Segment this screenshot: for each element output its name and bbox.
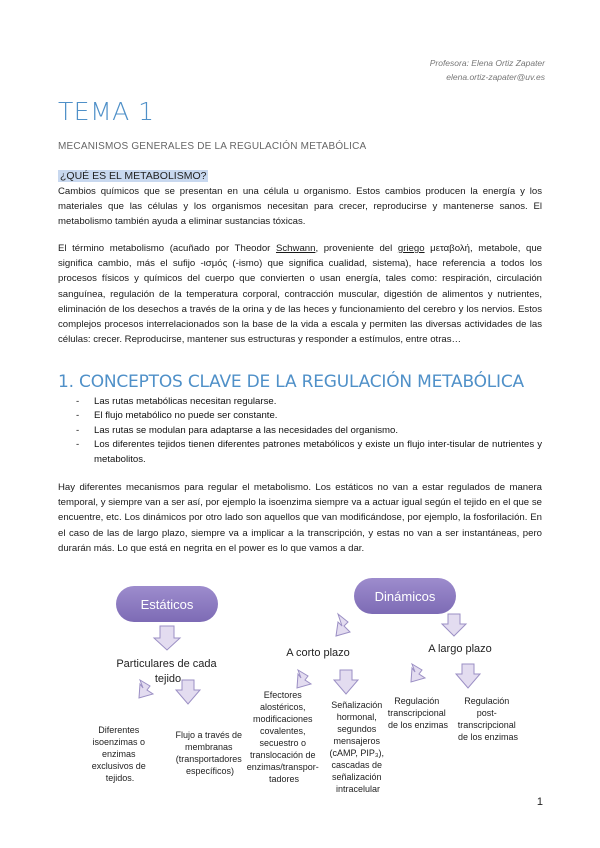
estaticos-node	[116, 586, 218, 622]
paragraph-mechanisms: Hay diferentes mecanismos para regular el metabolismo. Los estáticos no van a estar regulados de manera temporal, y siempre van a ser así, por ejemplo la isoenzima siempre va a actuar igual según el tejido en el que se encuentre, etc. Los dinámicos por otro lado son aquellos que van modificándose, por ejemplo, la fosforilación. En el caso de las de largo plazo, siempre va a implicar a la transcripción, y estas no van a ser instantáneas, pero durarán más. Lo que está en negrita en el power es lo que vamos a dar.	[58, 482, 542, 554]
dinamicos-node	[354, 578, 456, 614]
efectores-node: Efectores alostéricos, modificaciones covalentes, secuestro o translocación de enzimas/transpor- tadores	[246, 690, 319, 784]
bullet-dash: -	[76, 439, 80, 451]
arrow-down-icon	[442, 614, 466, 636]
regulacion-transcripcional-node: Regulación transcripcional de los enzimas	[387, 696, 449, 730]
bullet-dash: -	[76, 410, 80, 422]
list-item-text: Las rutas metabólicas necesitan regularse.	[94, 396, 277, 407]
bullet-dash: -	[76, 424, 80, 436]
list-item	[76, 409, 542, 423]
key-concepts-list	[76, 395, 542, 467]
tema-title: TEMA 1	[58, 97, 155, 126]
paragraph-text-c: μεταβολή, metabole, que significa cambio, más el sufijo -ισμός (-ismo) que significa cualidad, sistema), hace referencia a todos los procesos físicos y químicos del cuerpo que convierten o usan energía, tales como: respiración, circulación sanguínea, regulación de la temperatura corporal, contracción muscular, digestión de alimentos y nutrientes, eliminación de los desechos a través de la orina y de las heces y funcionamiento del cerebro y los nervios. Estos complejos procesos interrelacionados son la base de la vida a escala y permiten las diversas actividades de las células: crecer. Reproducirse, mantener sus estructuras y responder a estímulos, entre otras…	[58, 243, 542, 346]
corto-plazo-node: A corto plazo	[286, 647, 350, 659]
largo-plazo-node: A largo plazo	[428, 643, 492, 655]
list-item-text: Los diferentes tejidos tienen diferentes patrones metabólicos y existe un flujo inter-tisular de nutrientes y metabolitos.	[94, 439, 542, 465]
arrow-down-icon	[139, 680, 153, 698]
paragraph-text-a: El término metabolismo (acuñado por Theodor	[58, 243, 276, 254]
author-email: elena.ortiz-zapater@uv.es	[446, 72, 545, 82]
list-item	[76, 424, 542, 438]
arrow-down-icon	[411, 664, 425, 682]
section-heading-metabolismo: ¿QUÉ ES EL METABOLISMO?	[60, 170, 207, 182]
arrow-down-icon	[456, 664, 480, 688]
regulation-diagram	[0, 570, 600, 810]
paragraph-definition: Cambios químicos que se presentan en una célula u organismo. Estos cambios producen la energía y los materiales que las células y los organismos necesitan para crecer, reproducirse y mantenerse sanos. El metabolismo también ayuda a eliminar sustancias tóxicas.	[58, 186, 542, 228]
link-schwann[interactable]: Schwann	[275, 243, 316, 254]
paragraph-term-origin	[58, 241, 542, 347]
paragraph-text-b: , proveniente del	[315, 243, 398, 254]
link-griego[interactable]: griego	[397, 243, 425, 254]
arrow-down-icon	[297, 670, 311, 688]
arrow-down-icon	[334, 670, 358, 694]
arrow-down-icon	[154, 626, 180, 650]
arrow-down-icon	[336, 614, 350, 636]
author-block	[430, 56, 545, 84]
page-number: 1	[536, 796, 543, 808]
dinamicos-label: Dinámicos	[374, 589, 436, 604]
regulacion-post-transcripcional-node: Regulación post- transcripcional de los enzimas	[457, 696, 519, 742]
tema-subtitle: MECANISMOS GENERALES DE LA REGULACIÓN METABÓLICA	[58, 141, 367, 152]
author-name: Profesora: Elena Ortiz Zapater	[429, 58, 545, 68]
list-item	[76, 395, 542, 409]
isoenzimas-node: Diferentes isoenzimas o enzimas exclusivos de tejidos.	[91, 725, 146, 783]
list-item	[76, 438, 542, 467]
list-item-text: Las rutas se modulan para adaptarse a las necesidades del organismo.	[94, 424, 398, 436]
flujo-node: Flujo a través de membranas (transportadores específicos)	[175, 730, 243, 776]
bullet-dash: -	[76, 396, 80, 407]
estaticos-label: Estáticos	[140, 597, 194, 612]
list-item-text: El flujo metabólico no puede ser constante.	[94, 410, 278, 422]
particulares-node: Particulares de cada tejido	[116, 658, 217, 685]
senalizacion-node: Señalización hormonal, segundos mensajeros (cAMP, PIP₃), cascadas de señalización intracelular	[329, 700, 384, 794]
section-heading-conceptos: 1. CONCEPTOS CLAVE DE LA REGULACIÓN METABÓLICA	[58, 372, 524, 392]
